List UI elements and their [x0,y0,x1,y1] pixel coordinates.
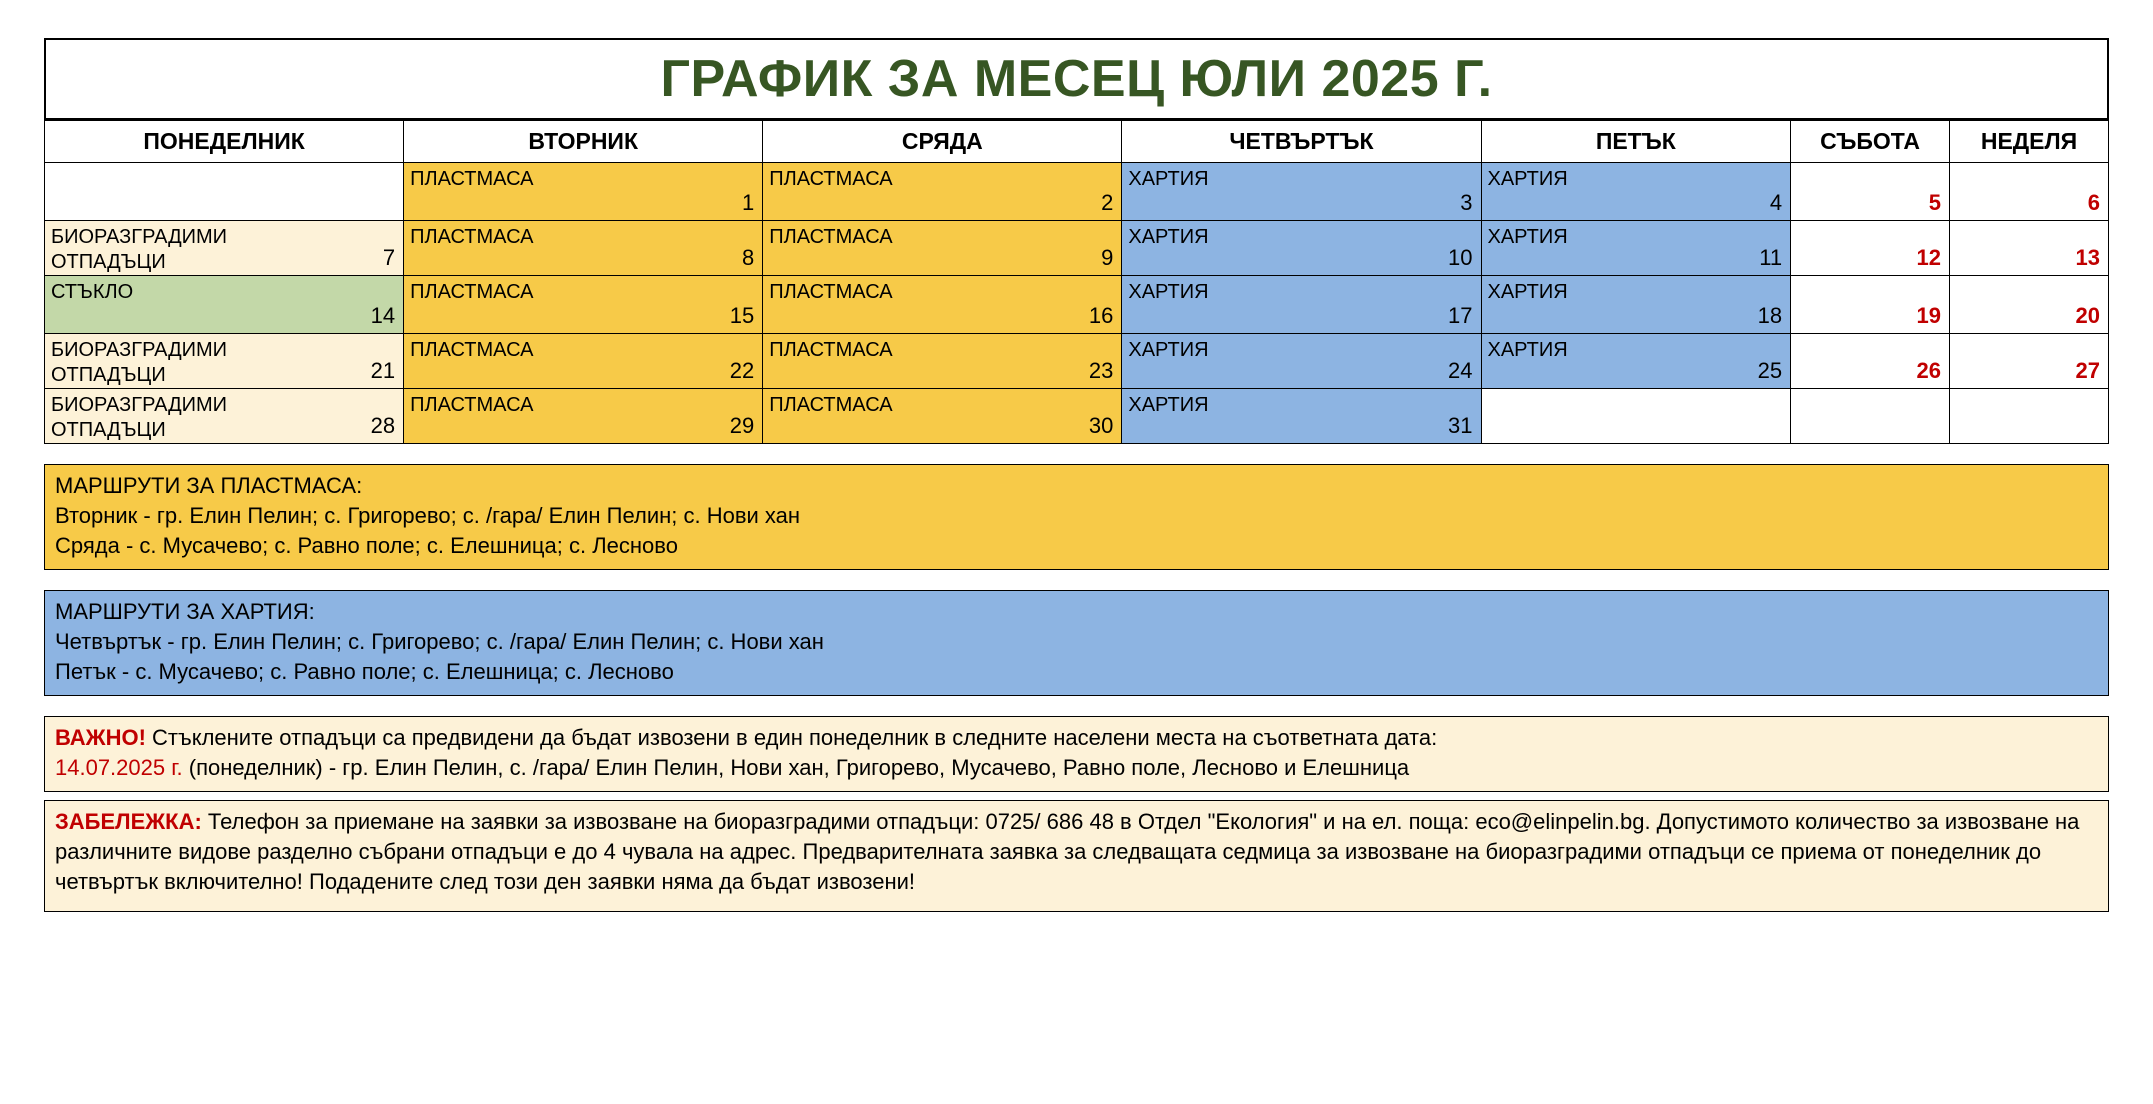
column-header-tuesday: ВТОРНИК [404,121,763,163]
day-cell [404,276,763,334]
note-text: Телефон за приемане на заявки за извозване на биоразградими отпадъци: 0725/ 686 48 в Отдел "Екология" и на ел. поща: eco@elinpelin.bg. Допустимото количество за извозване на различните видове разделно събрани отпадъци е до 4 чувала на адрес. Предварителната заявка за следващата седмица за извозване на биоразградими отпадъци се приема от понеделник до четвъртък включително! Подадените след този ден заявки няма да бъдат извозени! [55,809,2080,894]
day-cell [1950,221,2109,276]
day-cell [1791,163,1950,221]
day-number: 30 [1088,413,1114,438]
column-header-saturday: СЪБОТА [1791,121,1950,163]
paper-routes-heading: МАРШРУТИ ЗА ХАРТИЯ: [55,599,315,624]
day-cell [45,389,404,444]
day-cell [404,334,763,389]
day-number: 10 [1448,245,1473,270]
calendar-body [45,163,2109,444]
note-paragraph [55,807,2098,897]
paper-routes-block [44,590,2109,696]
day-number: 16 [1088,303,1114,328]
day-label: ПЛАСТМАСА [410,339,534,361]
calendar-week-row [45,276,2109,334]
column-header-thursday: ЧЕТВЪРТЪК [1122,121,1481,163]
important-text-1: Стъклените отпадъци са предвидени да бъдат извозени в един понеделник в следните населени места на съответната дата: [145,725,1438,750]
day-label: БИОРАЗГРАДИМИ ОТПАДЪЦИ [51,339,228,386]
day-cell [763,163,1122,221]
day-number: 17 [1448,303,1473,328]
day-number: 13 [2075,245,2100,270]
important-tag: ВАЖНО! [55,725,146,750]
day-label: ХАРТИЯ [1487,226,1568,248]
day-label: ПЛАСТМАСА [769,281,893,303]
day-number: 14 [370,303,396,328]
day-cell [1791,334,1950,389]
day-label: БИОРАЗГРАДИМИ ОТПАДЪЦИ [51,394,228,441]
important-line-1 [55,723,2098,753]
day-cell [1122,276,1481,334]
day-number: 3 [1460,190,1473,215]
calendar-week-row [45,334,2109,389]
day-number: 24 [1448,358,1473,383]
day-cell [1481,389,1791,444]
day-cell [1791,276,1950,334]
calendar-week-row [45,221,2109,276]
day-cell [45,276,404,334]
day-number: 8 [742,245,755,270]
day-cell [404,221,763,276]
day-number: 27 [2075,358,2100,383]
day-cell [1791,389,1950,444]
calendar-table [44,120,2109,444]
day-number: 28 [370,413,396,438]
day-cell [1481,334,1791,389]
important-date: 14.07.2025 г. [55,755,183,780]
important-text-2: (понеделник) - гр. Елин Пелин, с. /гара/ Елин Пелин, Нови хан, Григорево, Мусачево, Равно поле, Лесново и Елешница [182,755,1410,780]
day-number: 11 [1759,245,1783,270]
day-cell [1122,163,1481,221]
column-header-friday: ПЕТЪК [1481,121,1791,163]
day-number: 22 [729,358,755,383]
day-label: ПЛАСТМАСА [410,168,534,190]
plastic-routes-heading: МАРШРУТИ ЗА ПЛАСТМАСА: [55,473,363,498]
day-label: ПЛАСТМАСА [410,226,534,248]
day-cell [763,334,1122,389]
day-number: 29 [729,413,755,438]
day-number: 5 [1928,190,1942,215]
plastic-routes-block [44,464,2109,570]
paper-routes-line-2: Петък - с. Мусачево; с. Равно поле; с. Елешница; с. Лесново [55,659,674,684]
day-cell [1122,334,1481,389]
day-number: 26 [1916,358,1942,383]
day-number: 12 [1916,245,1942,270]
day-cell [1950,334,2109,389]
day-cell [1481,163,1791,221]
day-cell [45,163,404,221]
day-label: ПЛАСТМАСА [410,394,534,416]
note-block [44,800,2109,912]
day-number: 9 [1101,245,1114,270]
day-number: 25 [1757,358,1783,383]
day-label: ХАРТИЯ [1128,281,1209,303]
day-label: ПЛАСТМАСА [769,226,893,248]
calendar-week-row [45,389,2109,444]
day-label: ХАРТИЯ [1128,226,1209,248]
day-cell [1950,276,2109,334]
day-cell [1791,221,1950,276]
day-cell [1122,221,1481,276]
day-label: БИОРАЗГРАДИМИ ОТПАДЪЦИ [51,226,228,273]
day-number: 15 [729,303,755,328]
day-number: 6 [2087,190,2100,215]
column-header-wednesday: СРЯДА [763,121,1122,163]
day-number: 31 [1448,413,1473,438]
day-cell [763,221,1122,276]
day-label: ХАРТИЯ [1487,168,1568,190]
day-cell [1950,389,2109,444]
day-cell [763,276,1122,334]
day-cell [1950,163,2109,221]
day-label: ХАРТИЯ [1128,168,1209,190]
day-number: 18 [1757,303,1783,328]
day-cell [404,389,763,444]
day-label: СТЪКЛО [51,281,134,303]
day-cell [1481,221,1791,276]
plastic-routes-line-2: Сряда - с. Мусачево; с. Равно поле; с. Елешница; с. Лесново [55,533,678,558]
note-tag: ЗАБЕЛЕЖКА: [55,809,202,834]
calendar-header-row [45,121,2109,163]
calendar-week-row [45,163,2109,221]
day-number: 1 [742,190,755,215]
day-number: 20 [2075,303,2100,328]
day-cell [404,163,763,221]
column-header-sunday: НЕДЕЛЯ [1950,121,2109,163]
plastic-routes-line-1: Вторник - гр. Елин Пелин; с. Григорево; с. /гара/ Елин Пелин; с. Нови хан [55,503,801,528]
day-label: ХАРТИЯ [1487,339,1568,361]
day-number: 4 [1769,190,1783,215]
day-label: ХАРТИЯ [1128,339,1209,361]
page-title [44,38,2109,120]
day-label: ПЛАСТМАСА [769,339,893,361]
column-header-monday: ПОНЕДЕЛНИК [45,121,404,163]
day-cell [45,334,404,389]
day-cell [1481,276,1791,334]
day-cell [45,221,404,276]
day-number: 19 [1916,303,1942,328]
day-label: ПЛАСТМАСА [769,394,893,416]
day-number: 2 [1101,190,1114,215]
page-title-text: ГРАФИК ЗА МЕСЕЦ ЮЛИ 2025 Г. [660,50,1493,108]
day-label: ПЛАСТМАСА [769,168,893,190]
day-label: ПЛАСТМАСА [410,281,534,303]
day-number: 7 [382,245,396,270]
day-label: ХАРТИЯ [1128,394,1209,416]
day-cell [763,389,1122,444]
day-number: 23 [1088,358,1114,383]
day-cell [1122,389,1481,444]
day-label: ХАРТИЯ [1487,281,1568,303]
paper-routes-line-1: Четвъртък - гр. Елин Пелин; с. Григорево; с. /гара/ Елин Пелин; с. Нови хан [55,629,824,654]
day-number: 21 [370,358,396,383]
important-block [44,716,2109,792]
important-line-2 [55,753,2098,783]
